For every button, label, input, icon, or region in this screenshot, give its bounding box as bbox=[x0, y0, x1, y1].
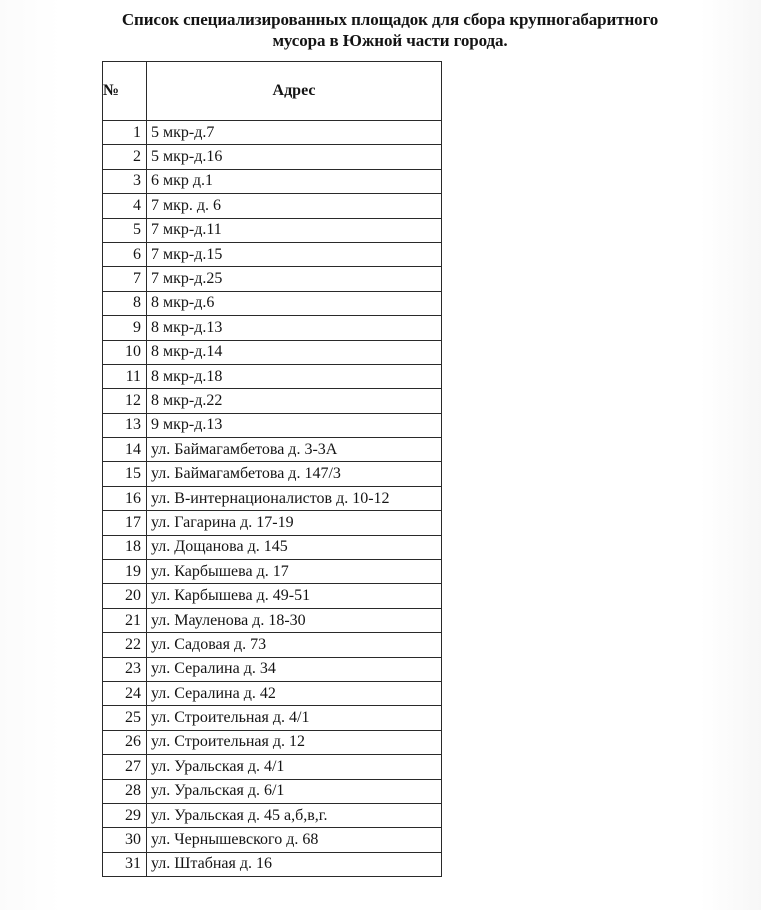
row-number: 27 bbox=[103, 755, 147, 779]
row-number: 11 bbox=[103, 364, 147, 388]
row-address: ул. Карбышева д. 49-51 bbox=[147, 584, 442, 608]
row-number: 9 bbox=[103, 316, 147, 340]
row-address: 9 мкр-д.13 bbox=[147, 413, 442, 437]
row-number: 8 bbox=[103, 291, 147, 315]
row-address: ул. Дощанова д. 145 bbox=[147, 535, 442, 559]
row-address: 6 мкр д.1 bbox=[147, 169, 442, 193]
table-row bbox=[103, 218, 442, 242]
row-number: 7 bbox=[103, 267, 147, 291]
row-number: 24 bbox=[103, 681, 147, 705]
row-number: 19 bbox=[103, 560, 147, 584]
row-number: 13 bbox=[103, 413, 147, 437]
table-row bbox=[103, 389, 442, 413]
table-row bbox=[103, 413, 442, 437]
table-row bbox=[103, 657, 442, 681]
address-table bbox=[102, 61, 442, 877]
row-address: 7 мкр. д. 6 bbox=[147, 194, 442, 218]
table-row bbox=[103, 242, 442, 266]
row-number: 23 bbox=[103, 657, 147, 681]
row-address: ул. Мауленова д. 18-30 bbox=[147, 608, 442, 632]
row-address: 8 мкр-д.22 bbox=[147, 389, 442, 413]
row-address: 7 мкр-д.11 bbox=[147, 218, 442, 242]
row-address: 8 мкр-д.18 bbox=[147, 364, 442, 388]
row-number: 28 bbox=[103, 779, 147, 803]
table-row bbox=[103, 755, 442, 779]
row-number: 3 bbox=[103, 169, 147, 193]
row-address: ул. Уральская д. 4/1 bbox=[147, 755, 442, 779]
row-address: ул. Баймагамбетова д. 3-3А bbox=[147, 438, 442, 462]
table-row bbox=[103, 633, 442, 657]
table-row bbox=[103, 486, 442, 510]
row-number: 6 bbox=[103, 242, 147, 266]
table-row bbox=[103, 364, 442, 388]
title-line-1: Список специализированных площадок для сбора крупногабаритного bbox=[121, 10, 659, 29]
row-number: 16 bbox=[103, 486, 147, 510]
row-number: 25 bbox=[103, 706, 147, 730]
table-row bbox=[103, 730, 442, 754]
row-address: 7 мкр-д.25 bbox=[147, 267, 442, 291]
table-header-row bbox=[103, 62, 442, 121]
row-address: ул. Сералина д. 42 bbox=[147, 681, 442, 705]
table-row bbox=[103, 608, 442, 632]
row-address: ул. Чернышевского д. 68 bbox=[147, 828, 442, 852]
row-address: ул. Карбышева д. 17 bbox=[147, 560, 442, 584]
row-address: ул. В-интернационалистов д. 10-12 bbox=[147, 486, 442, 510]
table-row bbox=[103, 121, 442, 145]
row-address: ул. Уральская д. 45 а,б,в,г. bbox=[147, 803, 442, 827]
table-row bbox=[103, 828, 442, 852]
row-address: ул. Строительная д. 4/1 bbox=[147, 706, 442, 730]
column-header-number: № bbox=[103, 62, 147, 121]
row-address: 8 мкр-д.14 bbox=[147, 340, 442, 364]
row-address: ул. Штабная д. 16 bbox=[147, 852, 442, 876]
document-title bbox=[60, 9, 720, 51]
row-address: ул. Садовая д. 73 bbox=[147, 633, 442, 657]
row-number: 2 bbox=[103, 145, 147, 169]
row-address: ул. Строительная д. 12 bbox=[147, 730, 442, 754]
table-row bbox=[103, 340, 442, 364]
row-number: 15 bbox=[103, 462, 147, 486]
table-row bbox=[103, 511, 442, 535]
row-number: 5 bbox=[103, 218, 147, 242]
table-body bbox=[103, 121, 442, 877]
row-number: 31 bbox=[103, 852, 147, 876]
row-number: 18 bbox=[103, 535, 147, 559]
table-row bbox=[103, 584, 442, 608]
row-number: 4 bbox=[103, 194, 147, 218]
row-address: ул. Гагарина д. 17-19 bbox=[147, 511, 442, 535]
table-row bbox=[103, 803, 442, 827]
table-row bbox=[103, 169, 442, 193]
row-number: 12 bbox=[103, 389, 147, 413]
row-number: 17 bbox=[103, 511, 147, 535]
row-address: 5 мкр-д.7 bbox=[147, 121, 442, 145]
table-row bbox=[103, 706, 442, 730]
table-row bbox=[103, 779, 442, 803]
table-row bbox=[103, 291, 442, 315]
row-number: 1 bbox=[103, 121, 147, 145]
title-line-2: мусора в Южной части города. bbox=[272, 31, 508, 50]
row-address: 8 мкр-д.13 bbox=[147, 316, 442, 340]
table-row bbox=[103, 145, 442, 169]
row-number: 20 bbox=[103, 584, 147, 608]
row-number: 29 bbox=[103, 803, 147, 827]
row-number: 22 bbox=[103, 633, 147, 657]
table-row bbox=[103, 681, 442, 705]
table-row bbox=[103, 316, 442, 340]
row-number: 26 bbox=[103, 730, 147, 754]
table-row bbox=[103, 438, 442, 462]
row-number: 14 bbox=[103, 438, 147, 462]
table-row bbox=[103, 194, 442, 218]
table-row bbox=[103, 535, 442, 559]
row-number: 10 bbox=[103, 340, 147, 364]
row-address: 7 мкр-д.15 bbox=[147, 242, 442, 266]
table-row bbox=[103, 560, 442, 584]
row-address: 8 мкр-д.6 bbox=[147, 291, 442, 315]
row-address: 5 мкр-д.16 bbox=[147, 145, 442, 169]
table-row bbox=[103, 267, 442, 291]
column-header-address: Адрес bbox=[147, 62, 442, 121]
table-row bbox=[103, 462, 442, 486]
row-address: ул. Уральская д. 6/1 bbox=[147, 779, 442, 803]
row-number: 30 bbox=[103, 828, 147, 852]
row-number: 21 bbox=[103, 608, 147, 632]
row-address: ул. Сералина д. 34 bbox=[147, 657, 442, 681]
table-row bbox=[103, 852, 442, 876]
row-address: ул. Баймагамбетова д. 147/3 bbox=[147, 462, 442, 486]
